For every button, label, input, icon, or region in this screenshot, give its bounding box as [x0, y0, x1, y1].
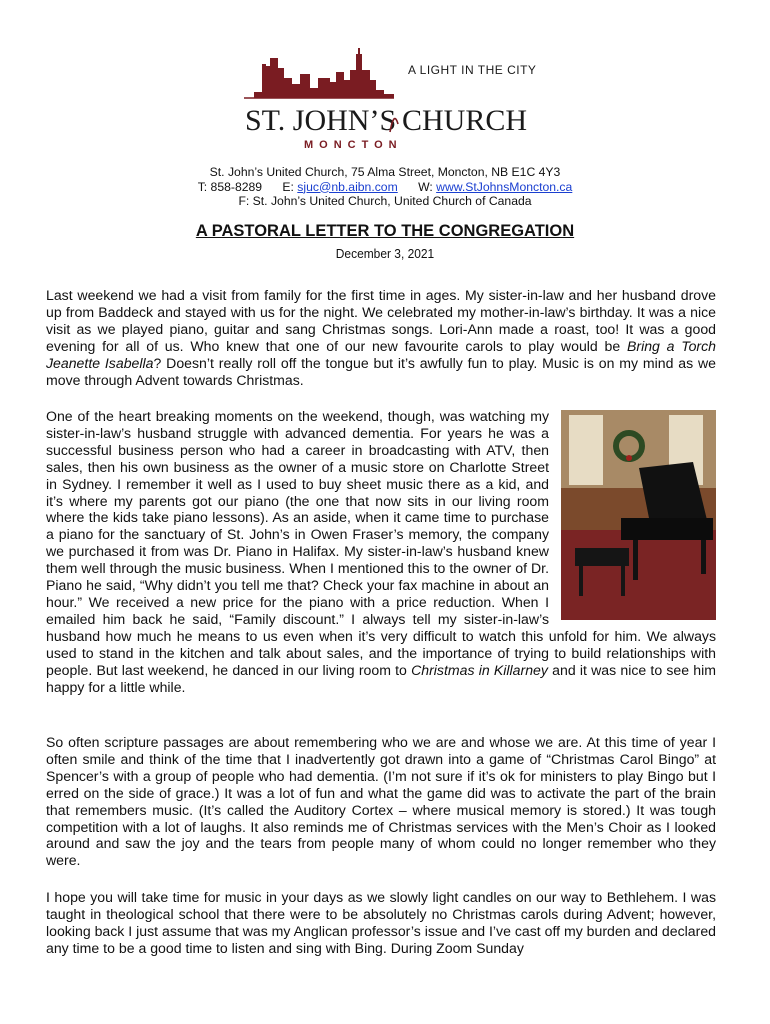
paragraph-2-text-b: and it was nice to see him happy for a little while.: [46, 661, 717, 695]
email-link[interactable]: sjuc@nb.aibn.com: [297, 179, 398, 194]
letterhead-address: [0, 165, 770, 209]
logo-tagline: A LIGHT IN THE CITY: [408, 63, 537, 77]
paragraph-3: So often scripture passages are about remembering who we are and whose we are. At this time of year I often smile and think of the time that I inadvertently got drawn into a game of “Christmas Carol Bingo” at Spencer’s with a group of people who had dementia. (I’m not sure if it’s ok for ministers to play Bingo but I erred on the side of grace.) It was a lot of fun and what the game did was to activate the part of the brain that remembers music. (It’s called the Auditory Cortex – where musical memory is stored.) It was tough competition with a lot of laughs. It also reminds me of Christmas services with the Men’s Choir as I looked around and saw the joy and the tears from people many of whom could no longer remember who they were.: [46, 734, 716, 869]
church-logo: [244, 48, 544, 158]
logo-name-st-johns: ST. JOHN’S: [245, 104, 397, 137]
website-link[interactable]: www.StJohnsMoncton.ca: [436, 179, 573, 194]
carol-title: Bring a Torch Jeanette Isabella: [46, 337, 716, 371]
facebook-line: F: St. John’s United Church, United Church of Canada: [238, 194, 532, 208]
logo-name-church: CHURCH: [402, 104, 528, 137]
paragraph-4: I hope you will take time for music in your days as we slowly light candles on our way to Bethlehem. I was taught in theological school that there were to be absolutely no Christmas carols during Advent; however, looking back I just assume that was my Anglican professor’s issue and I’ve cast off my burden and declared any time to be a good time to listen and sing with Bing. During Zoom Sunday: [46, 889, 716, 956]
website-label: W:: [418, 179, 433, 194]
paragraph-1: [46, 287, 716, 388]
address-line: St. John’s United Church, 75 Alma Street, Moncton, NB E1C 4Y3: [209, 165, 561, 179]
paragraph-2: [46, 408, 716, 695]
piano-photo: [561, 410, 716, 620]
letter-title: A PASTORAL LETTER TO THE CONGREGATION: [195, 222, 575, 240]
city-skyline-graphic: [244, 48, 394, 98]
email-label: E:: [282, 179, 294, 194]
paragraph-2-text-a: One of the heart breaking moments on the weekend, though, was watching my sister-in-law’s husband struggle with advanced dementia. For years he was a successful business person who had a career in broadcasting with ATV, then sales, then his own business as the owner of a music store on Charlotte Street in Sydney. I remember it well as I used to buy sheet music there as a kid, and it’s where my parents got our piano (the one that now sits in our living room where the kids take piano lessons). As an aside, when it came time to purchase a piano for the sanctuary of St. John’s in Owen Fraser’s memory, the company we purchased it from was Dr. Piano in Halifax. My sister-in-law’s husband knew them well through the music business. When I mentioned this to the owner of Dr. Piano he said, “Why didn’t you tell me that? Check your fax machine in about an hour.” We received a new price for the piano with a price reduction. When I emailed him back he said, “Family discount.” I always tell my sister-in-law’s husband how much he means to us even when it’s very difficult to watch this unfold for him. We always used to stand in the kitchen and talk about sales, and the importance of trying to build relationships with people. But last weekend, he danced in our living room to: [46, 408, 716, 678]
paragraph-1-text-a: Last weekend we had a visit from family for the first time in ages. My sister-in-law and her husband drove up from Baddeck and stayed with us for the night. We celebrated my mother-in-law’s birthday. It was a nice visit as we played piano, guitar and sang Christmas songs. Lori-Ann made a roast, too! It was a good evening for all of us. Who knew that one of our new favourite carols to play would be: [46, 287, 716, 354]
logo-city: MONCTON: [304, 139, 403, 151]
song-title: Christmas in Killarney: [411, 661, 548, 678]
contact-line: [0, 180, 770, 195]
phone-number: T: 858-8289: [197, 179, 263, 194]
letter-date: December 3, 2021: [335, 246, 435, 261]
paragraph-1-text-b: ? Doesn’t really roll off the tongue but it’s awfully fun to play. Music is on my mind as we move through Advent towards Christmas.: [46, 354, 716, 388]
